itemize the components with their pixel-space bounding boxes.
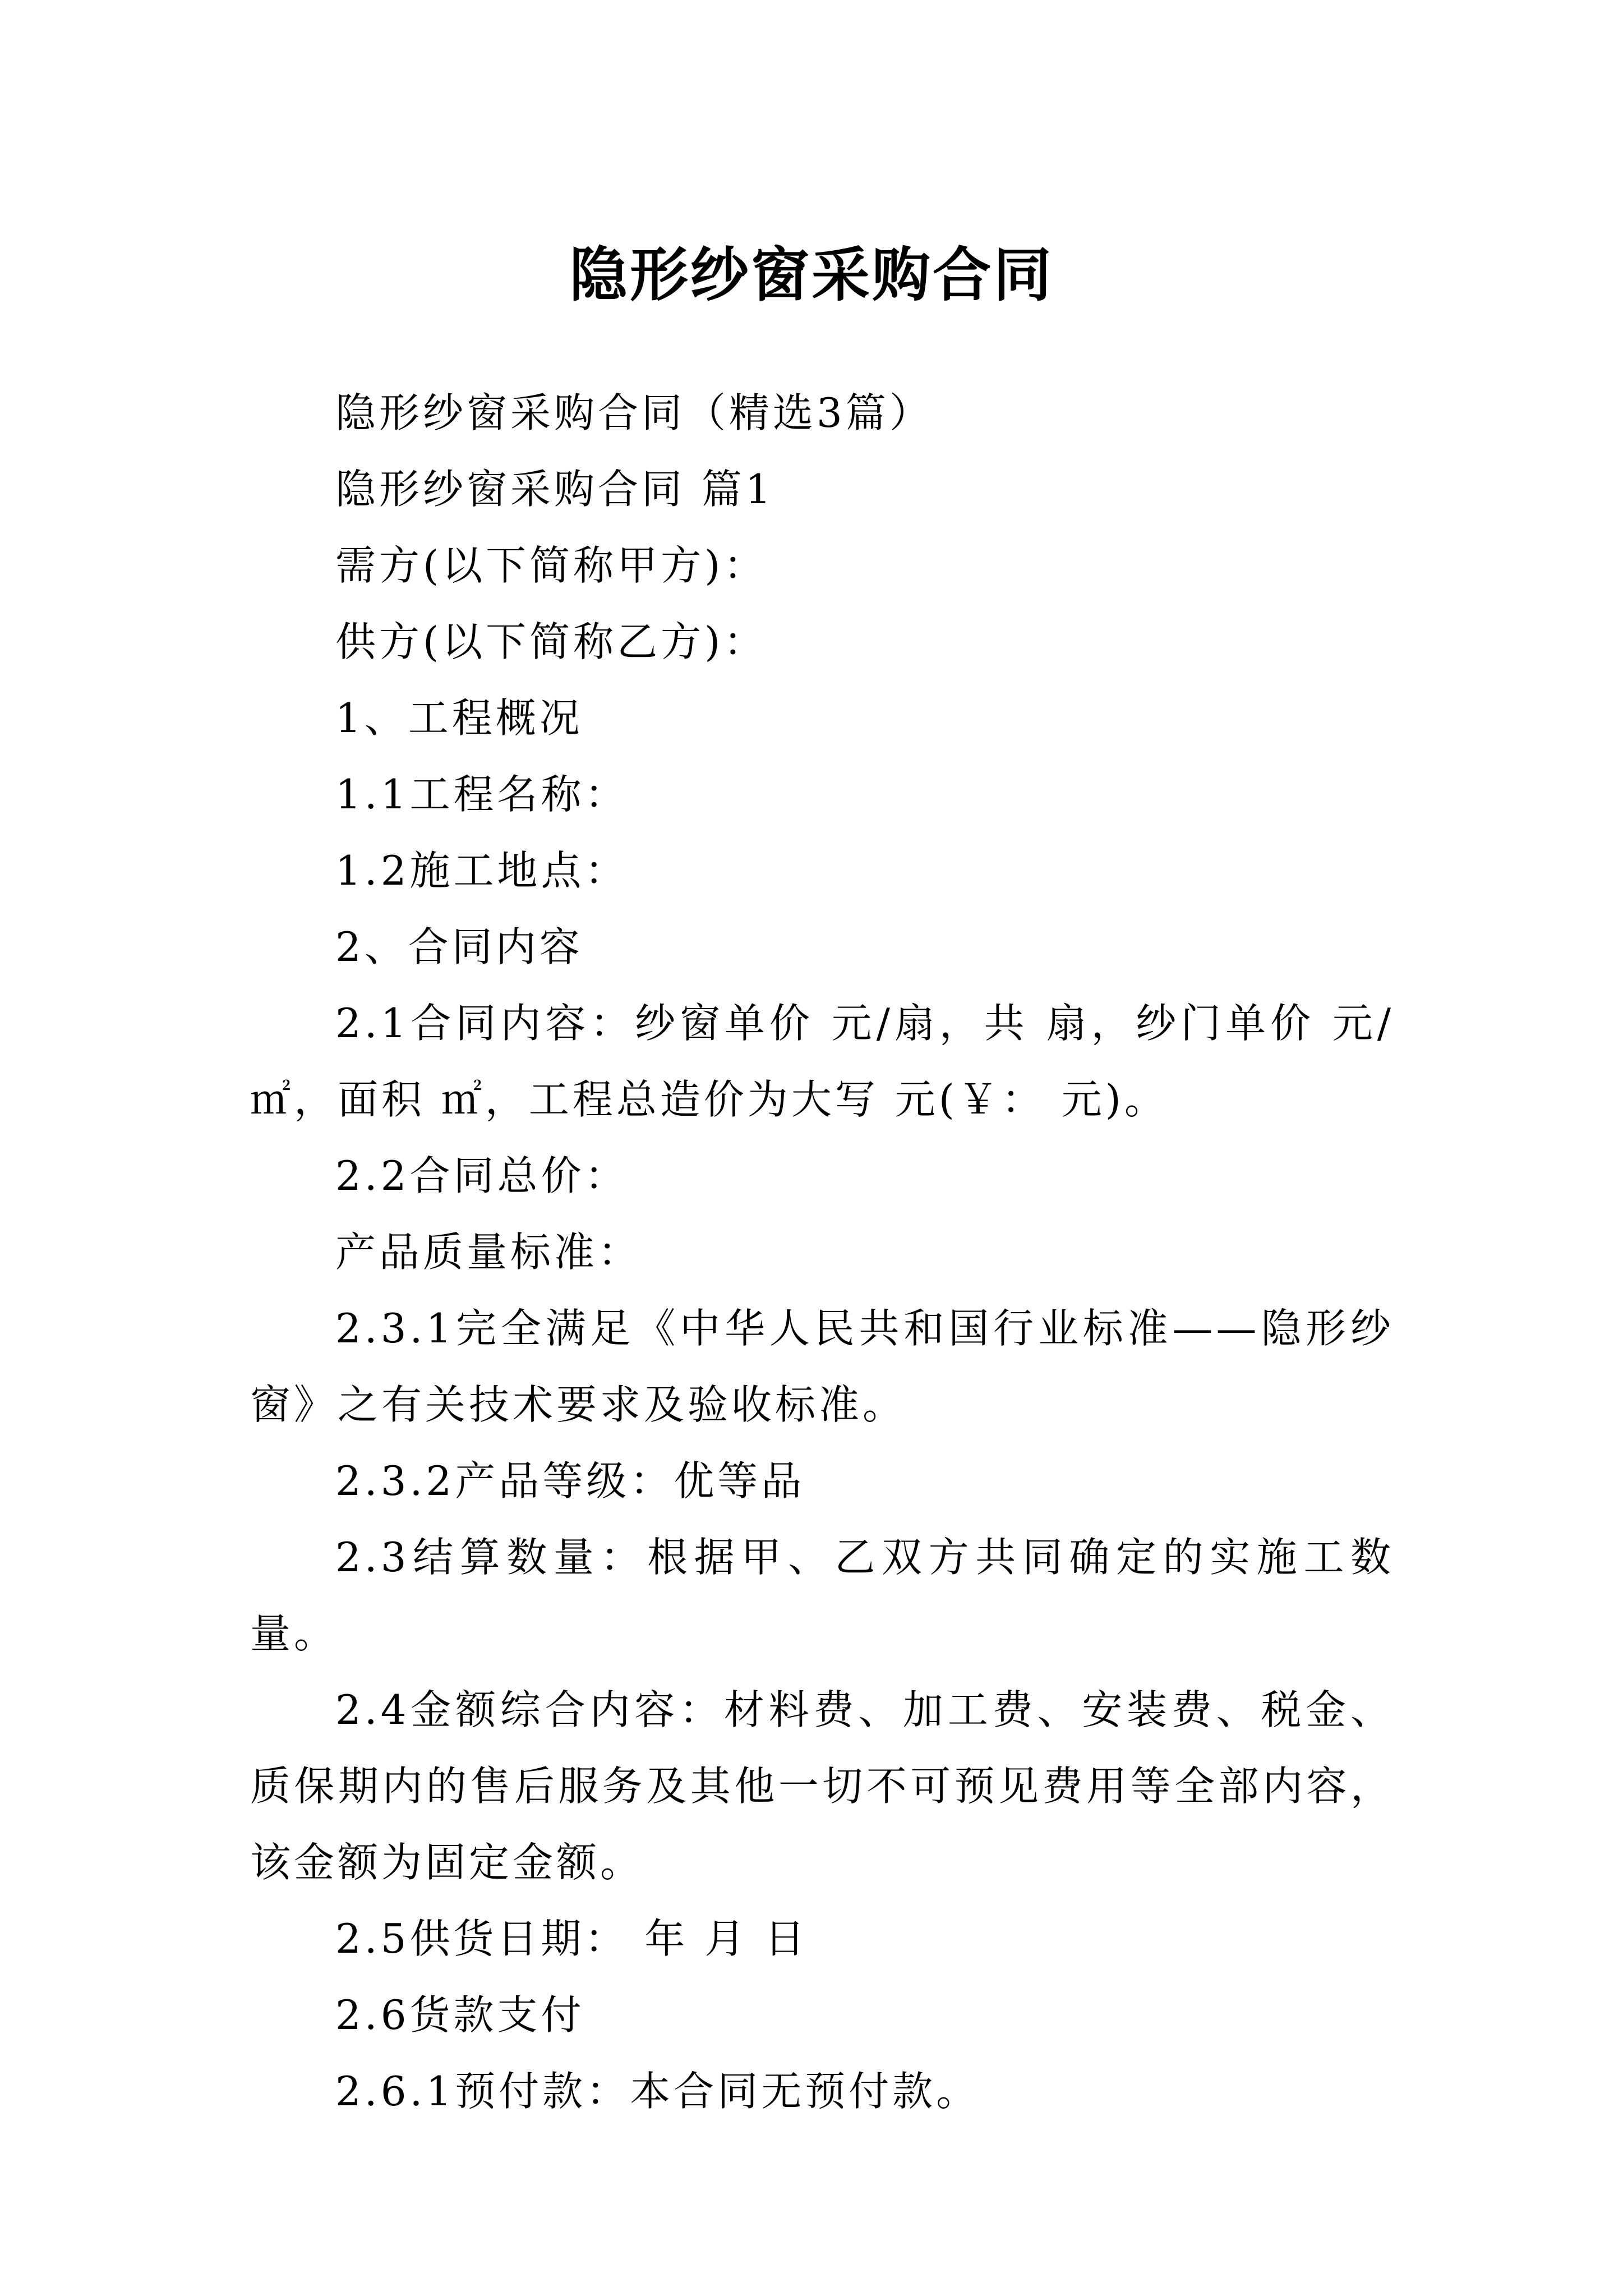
paragraph-project-name: 1.1工程名称： [335,771,629,818]
document-title: 隐形纱窗采购合同 [569,240,1054,309]
paragraph-industry-standard: 2.3.1完全满足《中华人民共和国行业标准——隐形纱窗》之有关技术要求及验收标准。 [250,1305,1394,1428]
paragraph-delivery-date: 2.5供货日期： 年 月 日 [335,1915,809,1962]
paragraph-advance-payment: 2.6.1预付款：本合同无预付款。 [335,2068,980,2115]
paragraph-contract-content: 2.1合同内容：纱窗单价 元/扇，共 扇，纱门单价 元/㎡，面积 ㎡，工程总造价为大写 元(￥： 元)。 [250,1000,1394,1123]
paragraph-construction-site: 1.2施工地点： [335,847,629,894]
paragraph-party-b: 供方(以下简称乙方)： [335,618,768,665]
paragraph-payment: 2.6货款支付 [335,1991,585,2039]
document-body [250,375,1394,2129]
paragraph-party-a: 需方(以下简称甲方)： [335,542,768,589]
paragraph-heading-selection: 隐形纱窗采购合同（精选3篇） [335,389,933,436]
paragraph-amount-content: 2.4金额综合内容：材料费、加工费、安装费、税金、质保期内的售后服务及其他一切不可预见费用等全部内容，该金额为固定金额。 [250,1686,1394,1886]
section-heading-contract-content: 2、合同内容 [335,923,583,970]
paragraph-product-grade: 2.3.2产品等级：优等品 [335,1457,805,1504]
section-heading-project-overview: 1、工程概况 [335,694,583,742]
paragraph-settlement-quantity: 2.3结算数量：根据甲、乙双方共同确定的实施工数量。 [250,1534,1394,1657]
paragraph-heading-part1: 隐形纱窗采购合同 篇1 [335,466,774,513]
paragraph-quality-standard: 产品质量标准： [335,1228,642,1276]
paragraph-total-price: 2.2合同总价： [335,1152,629,1199]
